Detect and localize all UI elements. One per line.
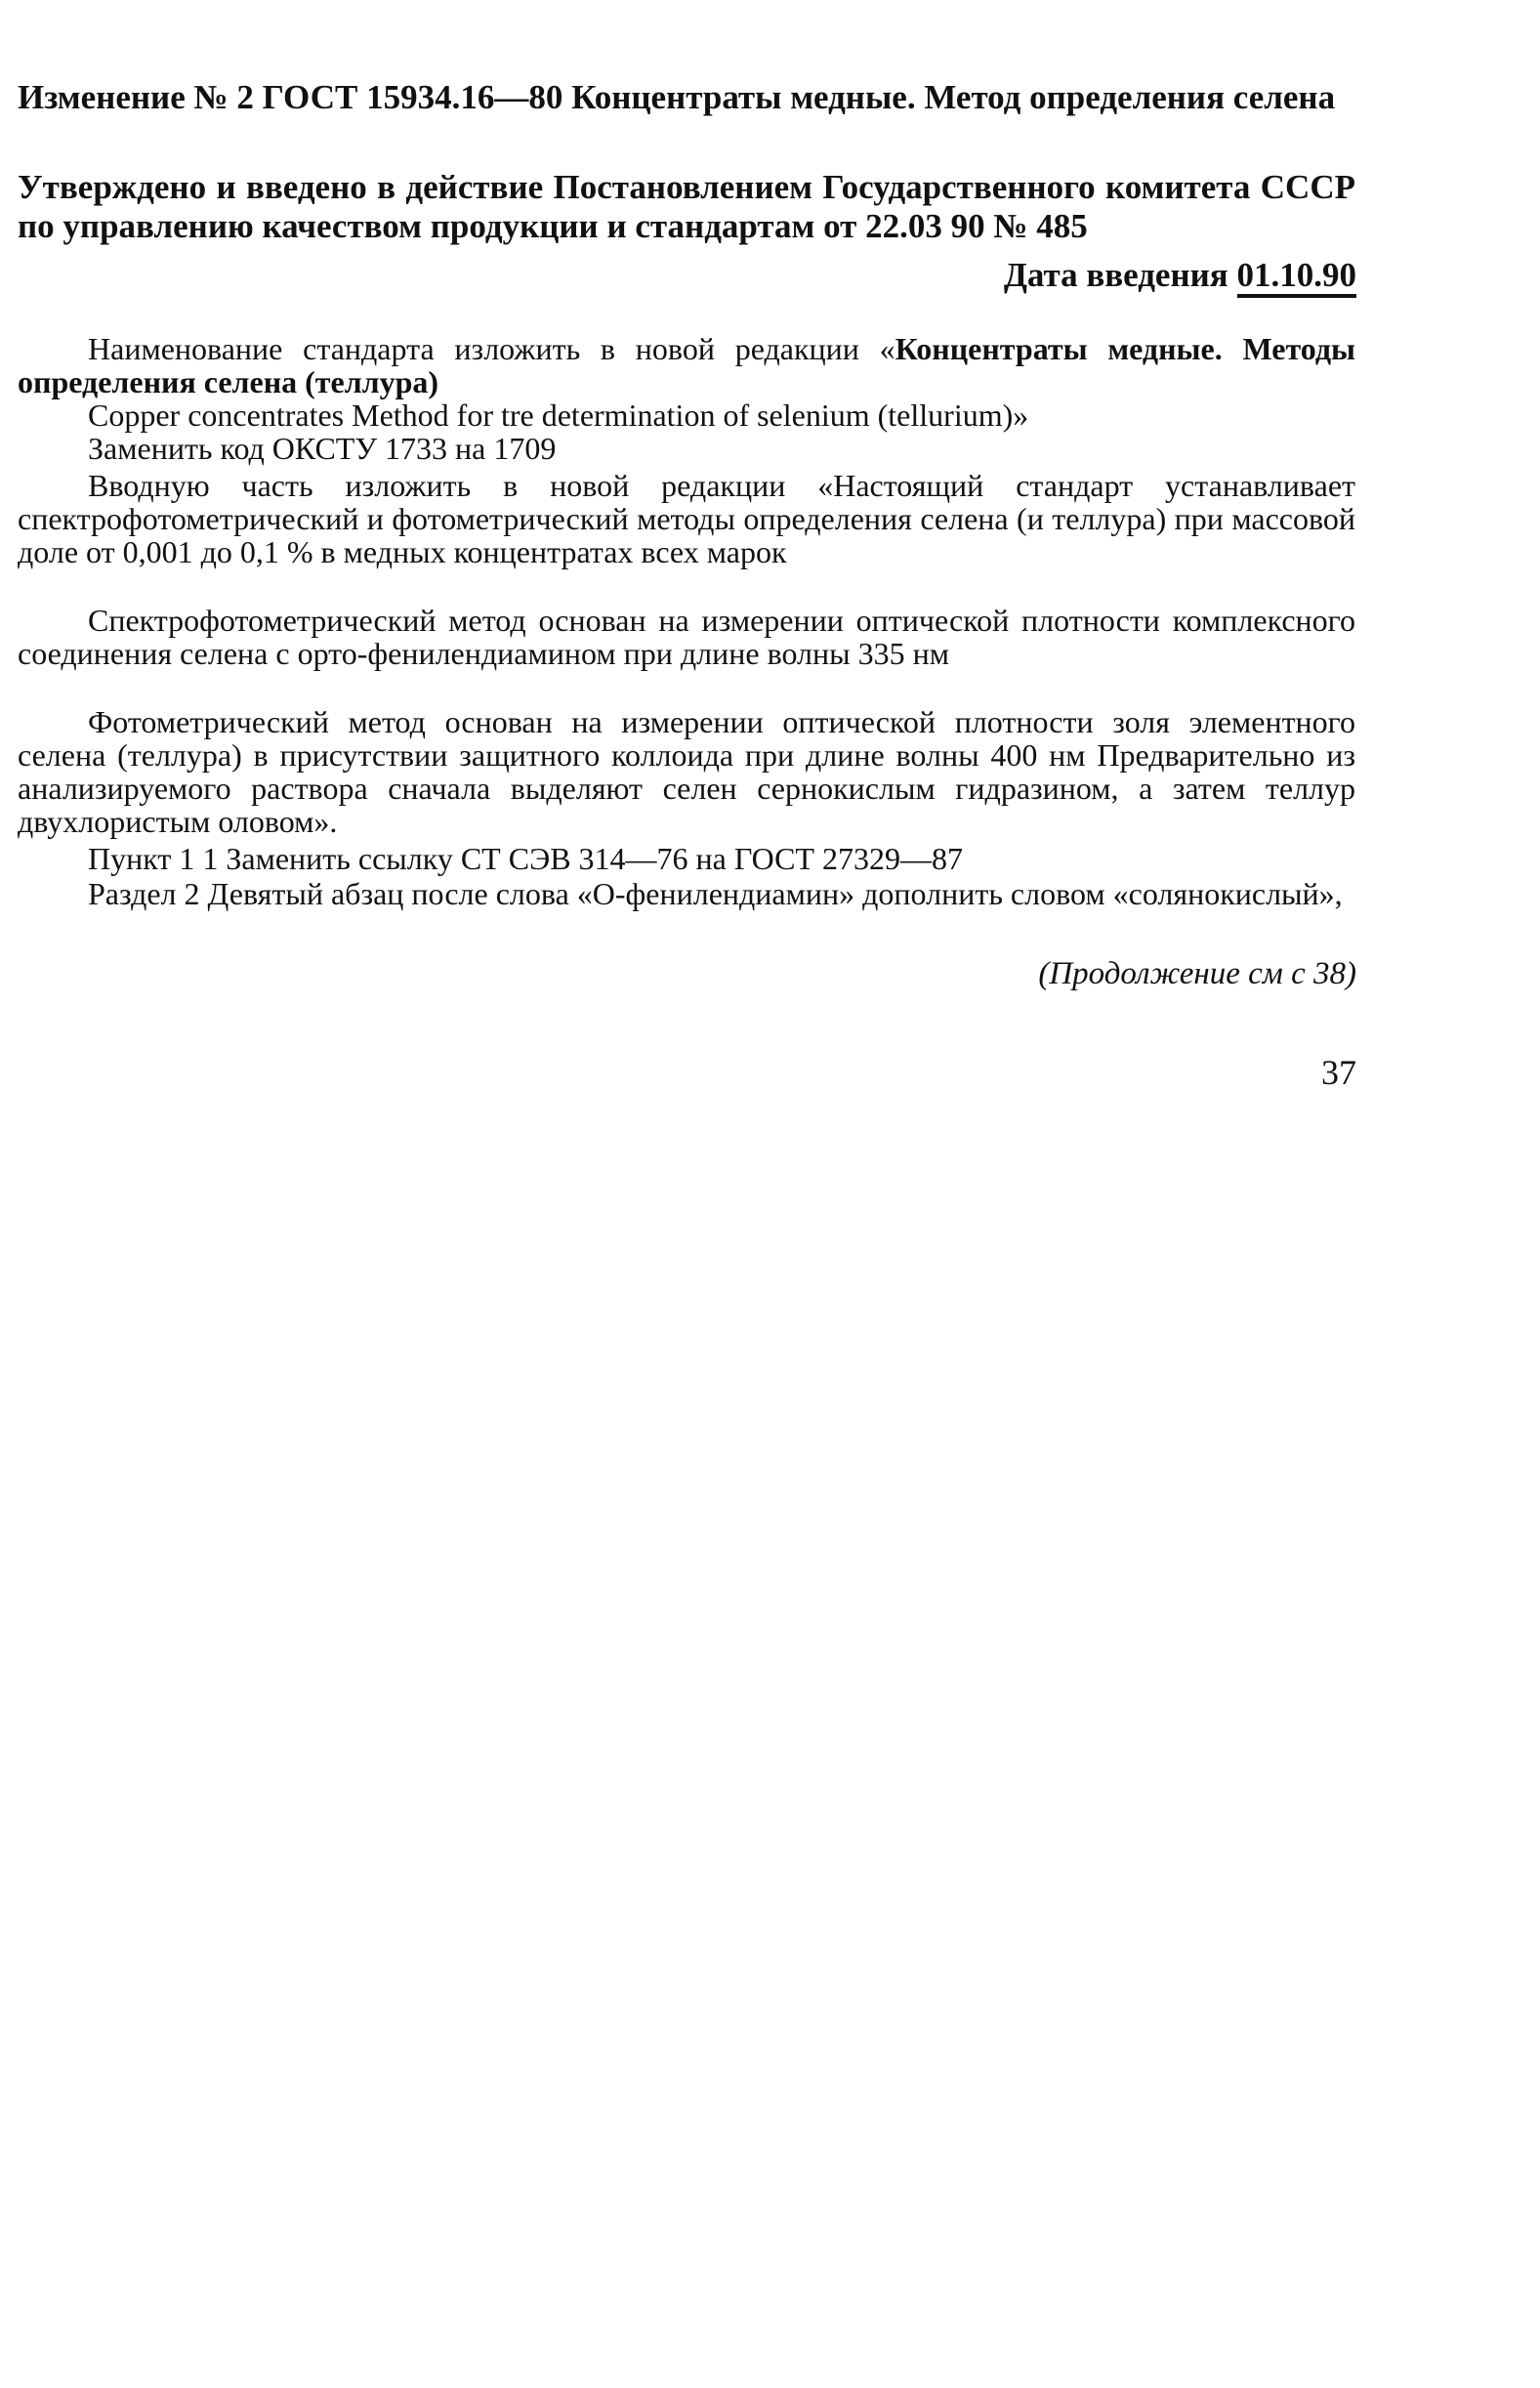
paragraph-oksty-code: Заменить код ОКСТУ 1733 на 1709 xyxy=(88,431,557,466)
page-number: 37 xyxy=(1321,1053,1356,1092)
paragraph-clause-1-1: Пункт 1 1 Заменить ссылку СТ СЭВ 314—76 на ГОСТ 27329—87 xyxy=(88,841,963,876)
paragraph-standard-name xyxy=(18,332,1355,398)
paragraph-english-title: Copper concentrates Method for tre determination of selenium (tellurium)» xyxy=(88,398,1029,433)
effective-date xyxy=(1004,256,1356,295)
paragraph-standard-name-text: Наименование стандарта изложить в новой редакции « xyxy=(88,331,895,366)
paragraph-introduction: Вводную часть изложить в новой редакции «Настоящий стандарт устанавливает спектрофотометрический и фотометрический методы определения селена (и теллура) при массовой доле от 0,001 до 0,1 % в медных концентратах всех марок xyxy=(18,468,1355,569)
amendment-title: Изменение № 2 ГОСТ 15934.16—80 Концентраты медные. Метод определения селена xyxy=(18,78,1336,116)
effective-date-value: 01.10.90 xyxy=(1237,256,1357,298)
paragraph-section-2: Раздел 2 Девятый абзац после слова «О-фенилендиамин» дополнить словом «солянокислый», xyxy=(88,876,1343,911)
paragraph-spectrophotometric: Спектрофотометрический метод основан на измерении оптической плотности комплексного соединения селена с орто-фенилендиамином при длине волны 335 нм xyxy=(18,603,1355,671)
paragraph-photometric: Фотометрический метод основан на измерении оптической плотности золя элементного селена (теллура) в присутствии защитного коллоида при длине волны 400 нм Предварительно из анализируемого раствора сначала выделяют селен сернокислым гидразином, а затем теллур двухлористым оловом». xyxy=(18,704,1355,839)
paragraph-standard-name-bold: Концентраты медные. Методы определения селена (теллура) xyxy=(18,331,1356,399)
continued-note: (Продолжение см с 38) xyxy=(1038,956,1356,991)
approval-statement: Утверждено и введено в действие Постановлением Государственного комитета СССР по управлению качеством продукции и стандартам от 22.03 90 № 485 xyxy=(18,168,1355,245)
effective-date-label: Дата введения xyxy=(1003,256,1228,294)
